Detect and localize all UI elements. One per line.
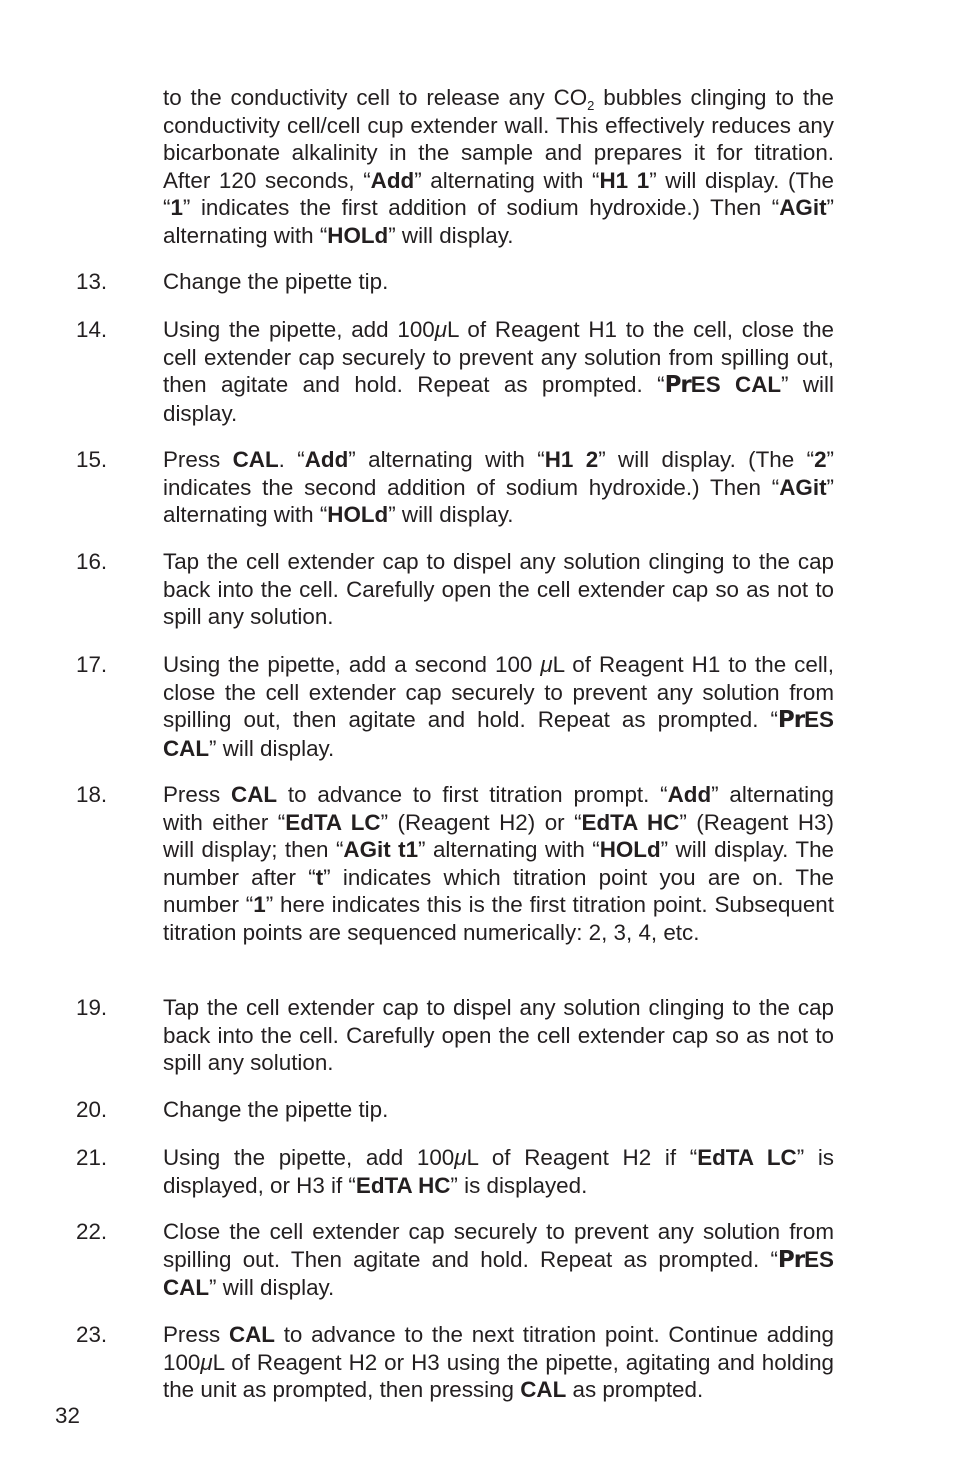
micro-symbol: μ: [540, 652, 553, 677]
micro-symbol: μ: [434, 317, 448, 342]
step-text: [163, 994, 834, 1077]
step-number: 20.: [76, 1097, 108, 1122]
display-code: 1: [253, 892, 266, 918]
intro-text: ” will display. (The “: [163, 167, 834, 221]
display-code: 2: [814, 447, 827, 472]
micro-symbol: μ: [200, 1349, 213, 1375]
step-text-run: L of Reagent H2 or H3 using the pipette, agitating and holding the unit as prompted, then pressing: [163, 1349, 834, 1403]
step-number: 23.: [76, 1322, 108, 1347]
step-text: [163, 548, 834, 631]
display-code: HOLd: [327, 502, 389, 528]
display-code: ES CAL: [163, 1246, 834, 1301]
intro-text: ” alternating with “: [163, 195, 834, 248]
key-label: CAL: [232, 447, 279, 472]
display-code: Add: [370, 167, 415, 193]
step-text-run: ” will display.: [209, 1275, 335, 1301]
display-code: Add: [667, 782, 712, 807]
step-text-run: L of Reagent H1 to the cell, close the cell extender cap securely to prevent any solution from spilling out, then agitate and hold. Repeat as prompted. “: [163, 317, 834, 398]
display-code: Pr: [777, 707, 805, 734]
display-code: AGit: [779, 195, 827, 221]
key-label: CAL: [231, 782, 278, 807]
step-text-run: as prompted.: [566, 1377, 704, 1403]
step-text-run: Using the pipette, add 100: [163, 1145, 455, 1170]
step-text-run: Using the pipette, add 100: [163, 317, 435, 342]
step-text: [163, 1144, 834, 1199]
step-number: 18.: [76, 782, 108, 807]
display-code: Add: [304, 447, 349, 472]
key-label: CAL: [228, 1322, 275, 1347]
step-text-run: Tap the cell extender cap to dispel any solution clinging to the cap back into the cell. Carefully open the cell extender cap so as not to spill any solution.: [163, 995, 834, 1076]
display-code: AGit: [779, 474, 827, 500]
step-text-run: ” alternating with “: [348, 447, 545, 472]
step-text: [163, 1096, 834, 1124]
intro-text: ” will display.: [388, 222, 514, 248]
display-code: H1 2: [544, 447, 599, 472]
step-text-run: ” here indicates this is the first titration point. Subsequent titration points are sequenced numerically: 2, 3, 4, etc.: [163, 892, 834, 945]
intro-text: to the conductivity cell to release any CO: [163, 85, 588, 110]
step-text-run: ” will display.: [209, 735, 335, 761]
step-text: [163, 316, 834, 427]
intro-text: ” indicates the first addition of sodium hydroxide.) Then “: [182, 195, 780, 221]
display-code: 1: [170, 195, 183, 221]
display-code: EdTA HC: [581, 809, 680, 835]
display-code: Pr: [664, 372, 691, 399]
display-code: Pr: [777, 1246, 805, 1273]
step-text-run: ” will display. The number after “: [163, 837, 834, 890]
step-text: [163, 1321, 834, 1404]
intro-text: bubbles clinging to the conductivity cell/cell cup extender wall. This effectively reduces any bicarbonate alkalinity in the sample and prepares it for titration. After 120 seconds, “: [163, 85, 834, 193]
step-text-run: ” alternating with either “: [163, 782, 834, 835]
step-text-run: ” (Reagent H2) or “: [380, 809, 582, 835]
display-code: ES CAL: [163, 707, 834, 761]
step-text-run: ” will display. (The “: [598, 447, 815, 472]
step-text-run: ” indicates which titration point you are on. The number “: [163, 864, 834, 918]
step-text-run: ” indicates the second addition of sodium hydroxide.) Then “: [163, 447, 834, 500]
step-number: 21.: [76, 1145, 108, 1170]
page-number: 32: [55, 1403, 80, 1428]
intro-paragraph: [163, 84, 834, 250]
step-text-run: ” alternating with “: [163, 474, 834, 528]
intro-text: ” alternating with “: [414, 167, 600, 193]
display-code: HOLd: [599, 837, 661, 863]
step-text-run: Using the pipette, add a second 100: [163, 652, 541, 677]
step-text-run: Change the pipette tip.: [163, 269, 389, 294]
step-number: 19.: [76, 995, 108, 1020]
key-label: CAL: [520, 1377, 567, 1403]
step-number: 14.: [76, 317, 108, 342]
step-text-run: . “: [278, 447, 305, 472]
display-code: AGit t1: [343, 837, 419, 863]
step-text-run: ” will display.: [388, 502, 514, 528]
display-code: EdTA LC: [697, 1145, 797, 1170]
display-code: EdTA LC: [285, 809, 381, 835]
display-code: H1 1: [599, 167, 650, 193]
step-text-run: Close the cell extender cap securely to prevent any solution from spilling out. Then agitate and hold. Repeat as prompted. “: [163, 1219, 834, 1272]
display-code: t: [315, 864, 324, 890]
step-text-run: ” is displayed.: [450, 1172, 588, 1198]
display-code: ES CAL: [690, 372, 782, 398]
step-text-run: L of Reagent H2 if “: [466, 1145, 698, 1170]
step-text-run: to advance to the next titration point. Continue adding 100: [163, 1322, 834, 1375]
step-text-run: Press: [163, 447, 233, 472]
step-text-run: ” will display.: [163, 372, 834, 426]
display-code: HOLd: [327, 222, 389, 248]
micro-symbol: μ: [454, 1145, 467, 1170]
step-text-run: ” alternating with “: [418, 837, 600, 863]
step-text: [163, 781, 834, 947]
step-text-run: Tap the cell extender cap to dispel any solution clinging to the cap back into the cell. Carefully open the cell extender cap so as not to spill any solution.: [163, 549, 834, 630]
step-number: 15.: [76, 447, 108, 472]
step-text: [163, 651, 834, 762]
step-number: 17.: [76, 652, 108, 677]
co2-subscript: 2: [587, 98, 595, 113]
step-text-run: Press: [163, 782, 232, 807]
display-code: EdTA HC: [355, 1172, 451, 1198]
step-text-run: to advance to first titration prompt. “: [277, 782, 668, 807]
step-text: [163, 1218, 834, 1302]
step-text-run: L of Reagent H1 to the cell, close the cell extender cap securely to prevent any solution from spilling out, then agitate and hold. Repeat as prompted. “: [163, 652, 835, 733]
step-text-run: Change the pipette tip.: [163, 1097, 389, 1122]
step-text-run: Press: [163, 1322, 229, 1347]
step-number: 22.: [76, 1219, 108, 1244]
step-text: [163, 268, 834, 296]
step-text-run: ” is displayed, or H3 if “: [163, 1145, 834, 1198]
step-number: 13.: [76, 269, 108, 294]
step-text-run: ” (Reagent H3) will display; then “: [163, 809, 834, 863]
step-number: 16.: [76, 549, 108, 574]
step-text: [163, 446, 834, 529]
